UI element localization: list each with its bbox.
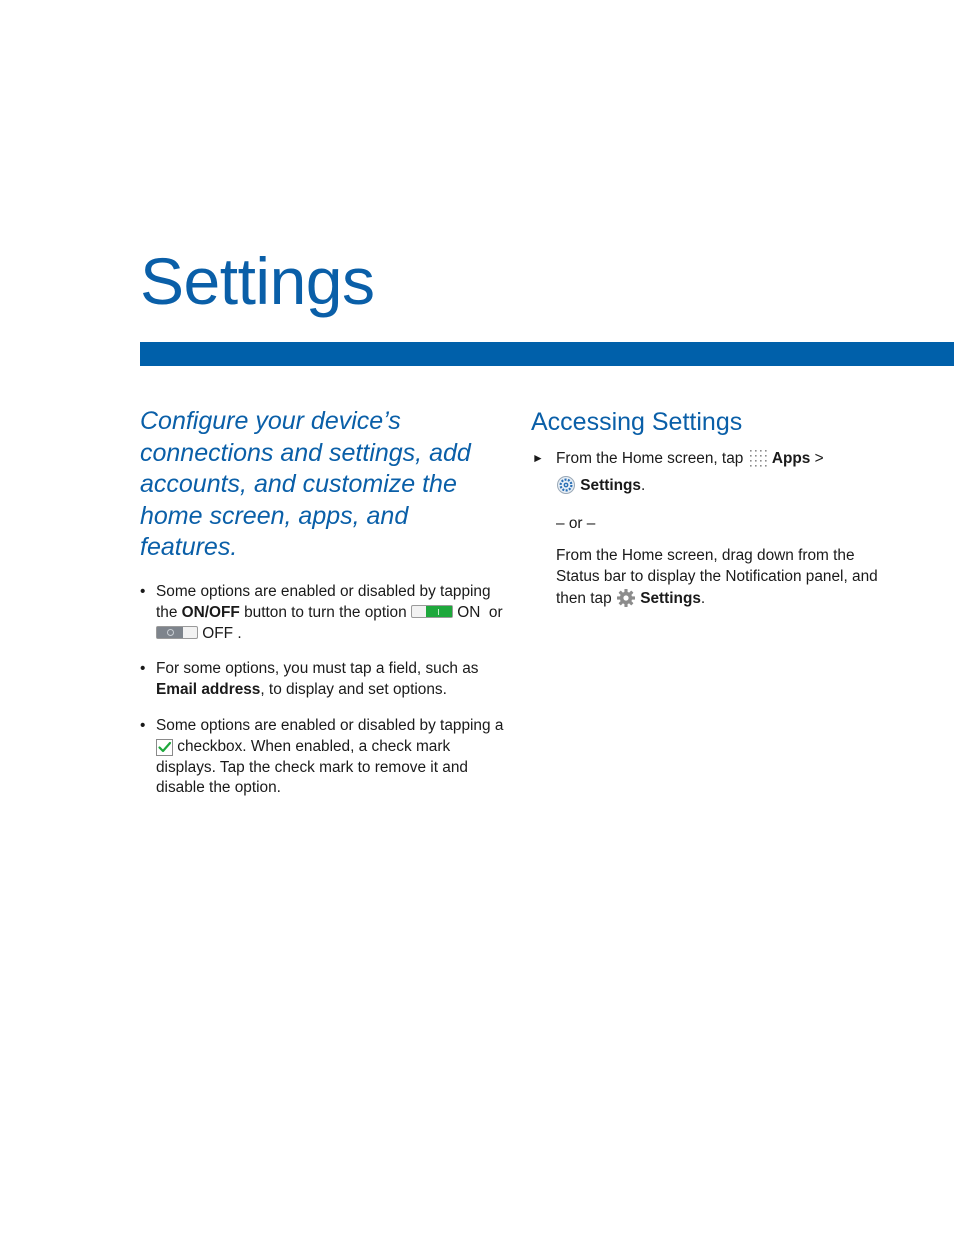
bullet-bold: ON/OFF <box>181 603 240 621</box>
off-label: OFF <box>202 624 234 642</box>
page-title: Settings <box>140 244 375 318</box>
settings-label: Settings <box>640 589 701 607</box>
toggle-on-icon <box>411 605 453 618</box>
bullet-item-toggle <box>140 582 510 644</box>
settings-app-icon <box>556 475 576 502</box>
bullet-end: . <box>237 624 242 642</box>
bullet-item-field <box>140 659 510 701</box>
arrow-bullet-icon: ► <box>532 451 544 465</box>
apps-label: Apps <box>771 450 811 467</box>
step-text: From the Home screen, tap <box>556 450 748 467</box>
bullet-item-checkbox <box>140 716 510 799</box>
bullet-dot: • <box>140 716 146 734</box>
accessing-steps <box>532 448 892 615</box>
bullet-dot: • <box>140 660 146 678</box>
bullet-text: Some options are enabled or disabled by tapping the <box>156 583 491 621</box>
checkbox-icon <box>156 739 173 756</box>
bullet-bold: Email address <box>156 681 261 699</box>
step-2 <box>532 546 892 614</box>
intro-text: Configure your device’s connections and settings, add accounts, and customize the home screen, apps, and features. <box>140 407 471 561</box>
bullet-text: For some options, you must tap a field, such as <box>156 660 479 678</box>
bullet-text: button to turn the option <box>239 603 411 621</box>
bullet-text: checkbox. When enabled, a check mark displays. Tap the check mark to remove it and disable the option. <box>156 737 468 797</box>
settings-label: Settings <box>580 476 641 494</box>
apps-grid-icon <box>748 448 768 475</box>
section-heading-accessing-settings: Accessing Settings <box>531 408 743 436</box>
bullet-text: , to display and set options. <box>260 681 447 699</box>
on-label: ON <box>457 603 481 621</box>
or-divider: – or – <box>556 514 596 532</box>
bullet-text: Some options are enabled or disabled by tapping a <box>156 716 504 734</box>
or-word: or <box>488 603 503 621</box>
step-end: . <box>700 589 706 607</box>
bullet-list <box>140 582 510 814</box>
gear-icon <box>616 588 636 615</box>
step-1 <box>532 448 892 502</box>
toggle-off-icon <box>156 626 198 639</box>
step-end: . <box>641 476 646 494</box>
step-gt: > <box>810 450 824 467</box>
title-bar <box>140 342 954 366</box>
bullet-dot: • <box>140 583 146 600</box>
step-text: From the Home screen, drag down from the Status bar to display the Notification panel, and then tap <box>556 547 878 607</box>
